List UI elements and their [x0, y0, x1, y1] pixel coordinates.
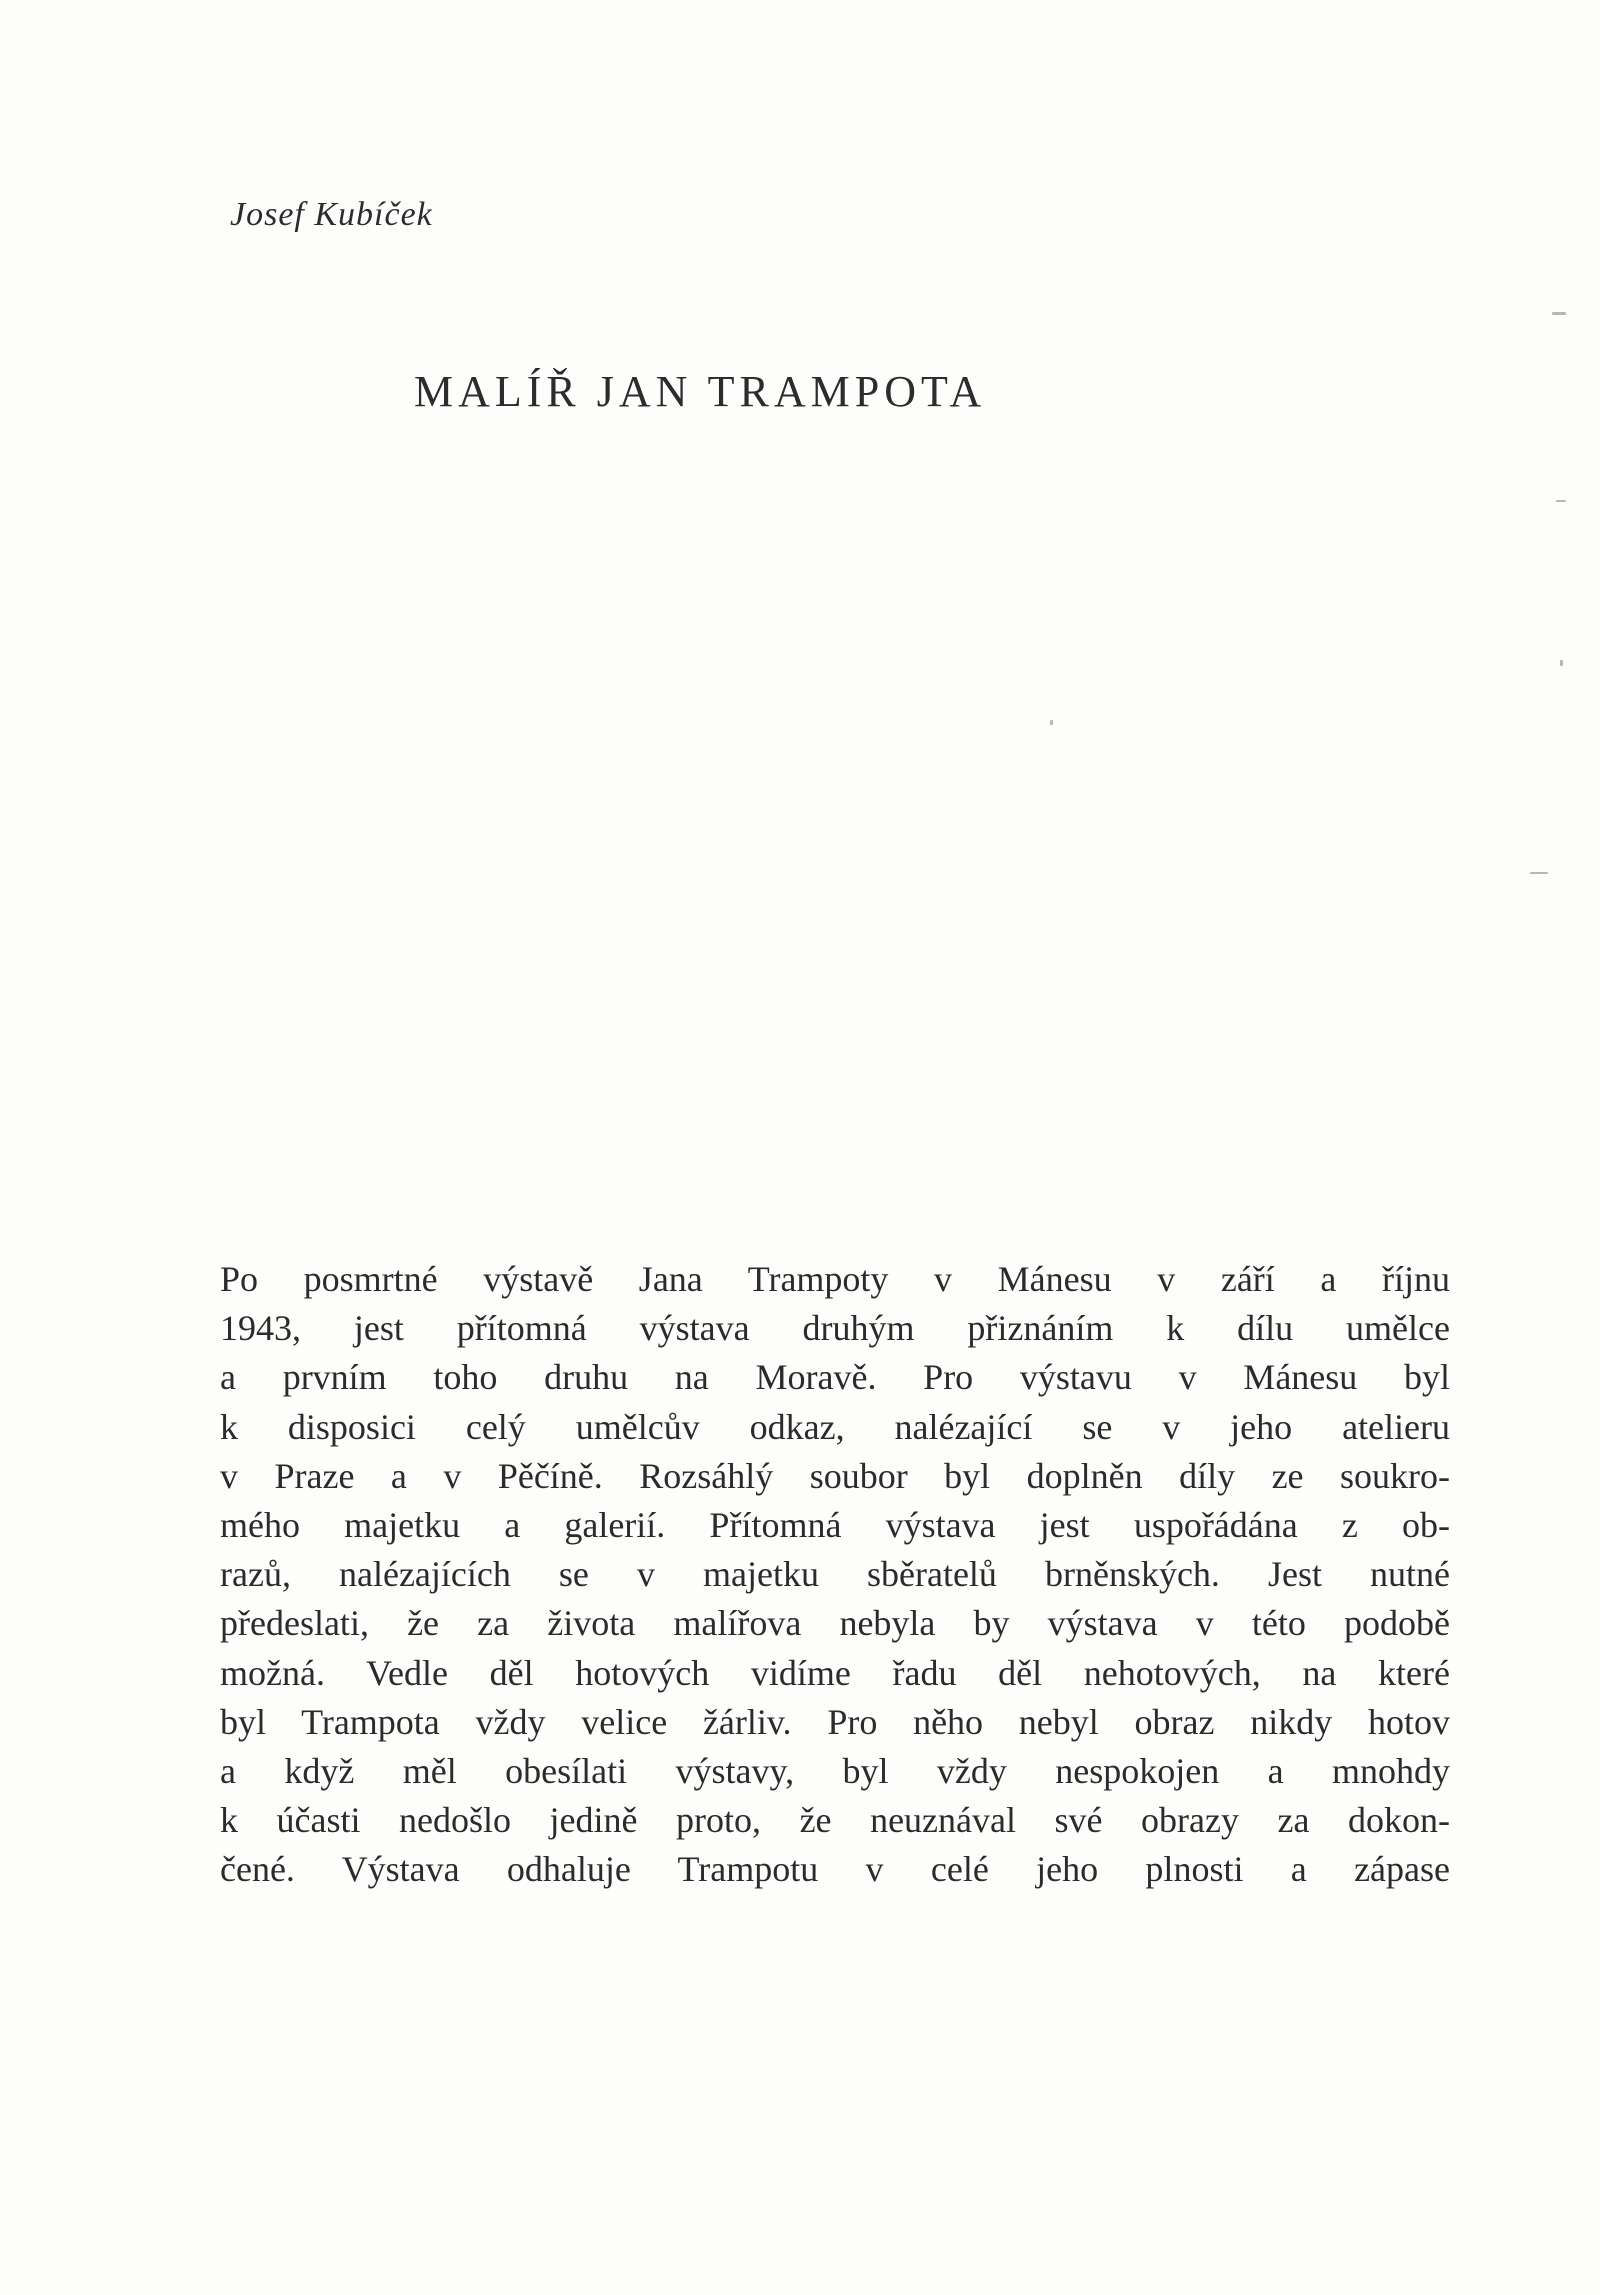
body-line: 1943, jest přítomná výstava druhým přiznáním k dílu umělce [220, 1308, 1450, 1349]
body-line: možná. Vedle děl hotových vidíme řadu děl nehotových, na které [220, 1652, 1450, 1693]
body-line: k disposici celý umělcův odkaz, nalézající se v jeho atelieru [220, 1406, 1450, 1447]
scan-speck [1050, 720, 1053, 725]
scan-speck [1530, 872, 1548, 874]
body-line: a prvním toho druhu na Moravě. Pro výstavu v Mánesu byl [220, 1357, 1450, 1398]
body-line: razů, nalézajících se v majetku sběratelů brněnských. Jest nutné [220, 1554, 1450, 1595]
body-line: a když měl obesílati výstavy, byl vždy nespokojen a mnohdy [220, 1750, 1450, 1791]
body-line: čené. Výstava odhaluje Trampotu v celé jeho plnosti a zápase [220, 1849, 1450, 1890]
article-title: MALÍŘ JAN TRAMPOTA [414, 367, 987, 416]
body-paragraph [220, 1255, 1450, 1894]
scan-speck [1556, 500, 1566, 502]
body-line: Po posmrtné výstavě Jana Trampoty v Mánesu v září a říjnu [220, 1259, 1450, 1299]
body-line: mého majetku a galerií. Přítomná výstava jest uspořádána z ob- [220, 1504, 1450, 1545]
body-line: k účasti nedošlo jedině proto, že neuznával své obrazy za dokon- [220, 1800, 1450, 1841]
scan-speck [1560, 660, 1563, 666]
body-line: byl Trampota vždy velice žárliv. Pro něho nebyl obraz nikdy hotov [220, 1701, 1450, 1742]
scan-speck [1552, 312, 1566, 315]
body-line: v Praze a v Pěčíně. Rozsáhlý soubor byl doplněn díly ze soukro- [220, 1455, 1450, 1496]
author-name: Josef Kubíček [230, 196, 433, 233]
body-line: předeslati, že za života malířova nebyla by výstava v této podobě [220, 1603, 1450, 1644]
